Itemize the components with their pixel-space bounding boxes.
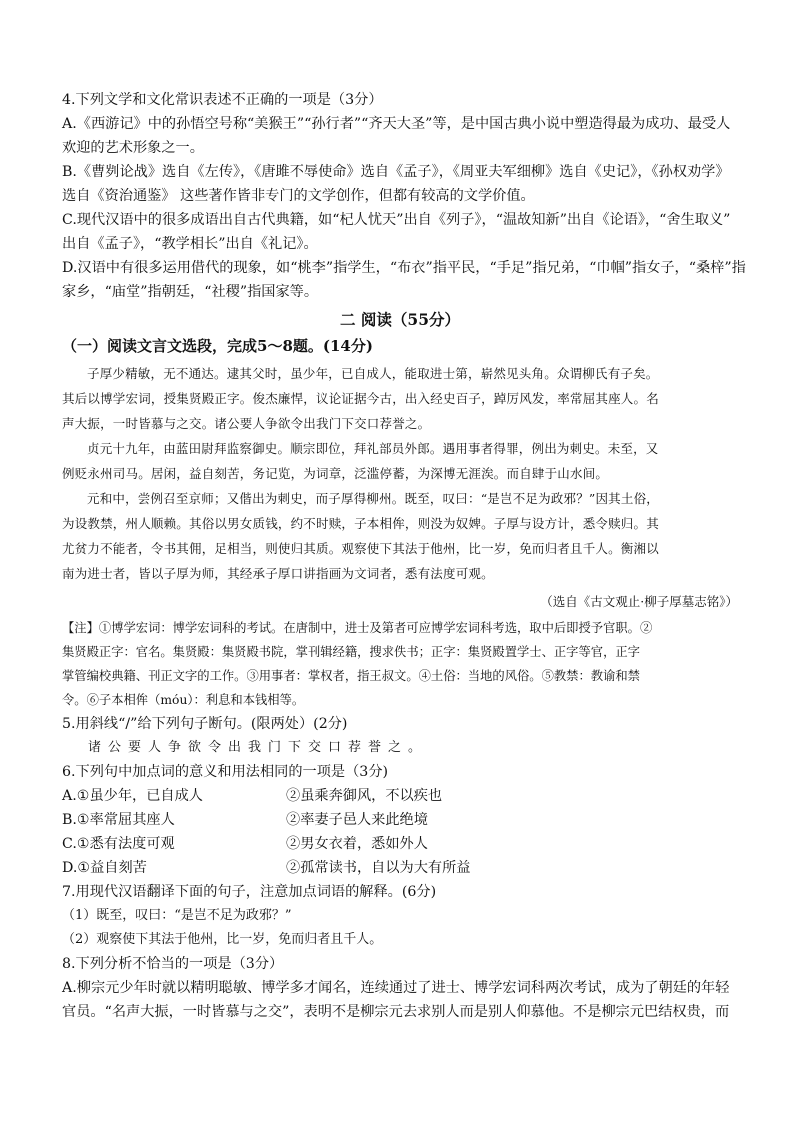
passage-source: （选自《古文观止·柳子厚墓志铭》） xyxy=(540,594,738,609)
q5-stem: 5.用斜线“/”给下列句子断句。(限两处）(2分) xyxy=(62,716,348,732)
section-title: 二 阅读（55分） xyxy=(340,310,460,329)
q6-option-d-part1: D.①益自刻苦 xyxy=(62,860,147,876)
q6-option-b xyxy=(62,808,738,832)
q4-option-b-line1: B.《曹刿论战》选自《左传》，《唐雎不辱使命》选自《孟子》，《周亚夫军细柳》选自《史记》，《孙权劝学》 xyxy=(62,164,730,180)
q4-option-c-line1: C.现代汉语中的很多成语出自古代典籍，如“杞人忧天”出自《列子》，“温故知新”出自《论语》，“舍生取义” xyxy=(62,212,731,228)
q8-option-a-line2: 官员。“名声大振，一时皆慕与之交”，表明不是柳宗元去求别人而是别人仰慕他。不是柳宗元巴结权贵，而 xyxy=(62,1004,730,1020)
q6-option-a xyxy=(62,784,738,808)
q4-option-d-line1: D.汉语中有很多运用借代的现象，如“桃李”指学生，“布衣”指平民，“手足”指兄弟，“巾帼”指女子，“桑梓”指 xyxy=(62,260,746,276)
q7-stem: 7.用现代汉语翻译下面的句子，注意加点词语的解释。(6分) xyxy=(62,884,437,900)
q5-sentence: 诸公要人争欲令出我门下交口荐誉之。 xyxy=(88,740,429,755)
q6-option-d-part2: ②孤常读书，自以为大有所益 xyxy=(286,860,471,876)
note-line: 集贤殿正字：官名。集贤殿：集贤殿书院，掌刊辑经籍，搜求佚书；正字：集贤殿置学士、正字等官，正字 xyxy=(62,645,640,659)
classical-passage xyxy=(62,361,738,614)
q6-option-b-part2: ②率妻子邑人来此绝境 xyxy=(286,812,428,828)
part1-title: （一）阅读文言文选段，完成5～8题。(14分) xyxy=(62,337,373,355)
q4-stem: 4.下列文学和文化常识表述不正确的一项是（3分） xyxy=(62,92,383,108)
q8-option-a-line1: A.柳宗元少年时就以精明聪敏、博学多才闻名，连续通过了进士、博学宏词科两次考试，成为了朝廷的年轻 xyxy=(62,980,730,996)
q4-option-a-line2: 欢迎的艺术形象之一。 xyxy=(62,140,204,156)
passage-line: 声大振，一时皆慕与之交。诸公要人争欲令出我门下交口荐誉之。 xyxy=(62,416,431,431)
note-line: 掌管编校典籍、刊正文字的工作。③用事者：掌权者，指王叔文。④土俗：当地的风俗。⑤教禁：教谕和禁 xyxy=(62,669,640,683)
q7-sentence-2: （2）观察使下其法于他州，比一岁，免而归者且千人。 xyxy=(62,932,383,947)
annotation-notes xyxy=(62,616,738,712)
passage-line: 贞元十九年，由蓝田尉拜监察御史。顺宗即位，拜礼部员外郎。遇用事者得罪，例出为刺史。未至，又 xyxy=(87,441,659,456)
question-4 xyxy=(62,88,746,304)
question-7 xyxy=(62,880,738,952)
q6-option-c-part2: ②男女衣着，悉如外人 xyxy=(286,836,428,852)
q4-option-d-line2: 家乡，“庙堂”指朝廷，“社稷”指国家等。 xyxy=(62,284,319,300)
passage-line: 为设教禁，州人顺赖。其俗以男女质钱，约不时赎，子本相侔，则没为奴婢。子厚与设方计，悉令赎归。其 xyxy=(62,516,659,531)
passage-line: 子厚少精敏，无不通达。逮其父时，虽少年，已自成人，能取进士第，崭然见头角。众谓柳氏有子矣。 xyxy=(87,366,659,381)
passage-line: 南为进士者，皆以子厚为师，其经承子厚口讲指画为文词者，悉有法度可观。 xyxy=(62,566,494,581)
question-6 xyxy=(62,760,738,880)
q6-option-a-part1: A.①虽少年，已自成人 xyxy=(62,788,203,804)
passage-line: 其后以博学宏词，授集贤殿正字。俊杰廉悍，议论证据今古，出入经史百子，踔厉风发，率常屈其座人。名 xyxy=(62,391,659,406)
q6-option-a-part2: ②虽乘奔御风，不以疾也 xyxy=(286,788,443,804)
q6-stem: 6.下列句中加点词的意义和用法相同的一项是（3分) xyxy=(62,764,389,780)
q7-sentence-1: （1）既至，叹曰：“是岂不足为政邪？” xyxy=(62,908,292,923)
passage-line: 例贬永州司马。居闲，益自刻苦，务记览，为词章，泛滥停蓄，为深博无涯涘。而自肆于山水间。 xyxy=(62,466,609,481)
passage-line: 元和中，尝例召至京师；又偕出为刺史，而子厚得柳州。既至，叹曰：“是岂不足为政邪？”因其土俗， xyxy=(87,491,659,506)
q6-option-c-part1: C.①悉有法度可观 xyxy=(62,836,175,852)
exam-page xyxy=(62,88,746,1024)
q4-option-a-line1: A.《西游记》中的孙悟空号称“美猴王”“孙行者”“齐天大圣”等，是中国古典小说中塑造得最为成功、最受人 xyxy=(62,116,731,132)
q6-option-c xyxy=(62,832,738,856)
note-line: 【注】①博学宏词：博学宏词科的考试。在唐制中，进士及第者可应博学宏词科考选，取中后即授予官职。② xyxy=(62,621,653,635)
q4-option-b-line2: 选自《资治通鉴》 这些著作皆非专门的文学创作，但都有较高的文学价值。 xyxy=(62,188,535,204)
passage-line: 尤贫力不能者，令书其佣，足相当，则使归其质。观察使下其法于他州，比一岁，免而归者且千人。衡湘以 xyxy=(62,541,659,556)
note-line: 令。⑥子本相侔（móu）：利息和本钱相等。 xyxy=(62,693,305,707)
q4-option-c-line2: 出自《孟子》，“教学相长”出自《礼记》。 xyxy=(62,236,318,252)
q8-stem: 8.下列分析不恰当的一项是（3分） xyxy=(62,956,284,972)
question-5 xyxy=(62,712,738,760)
question-8 xyxy=(62,952,738,1024)
q6-option-b-part1: B.①率常屈其座人 xyxy=(62,812,175,828)
q6-option-d xyxy=(62,856,738,880)
